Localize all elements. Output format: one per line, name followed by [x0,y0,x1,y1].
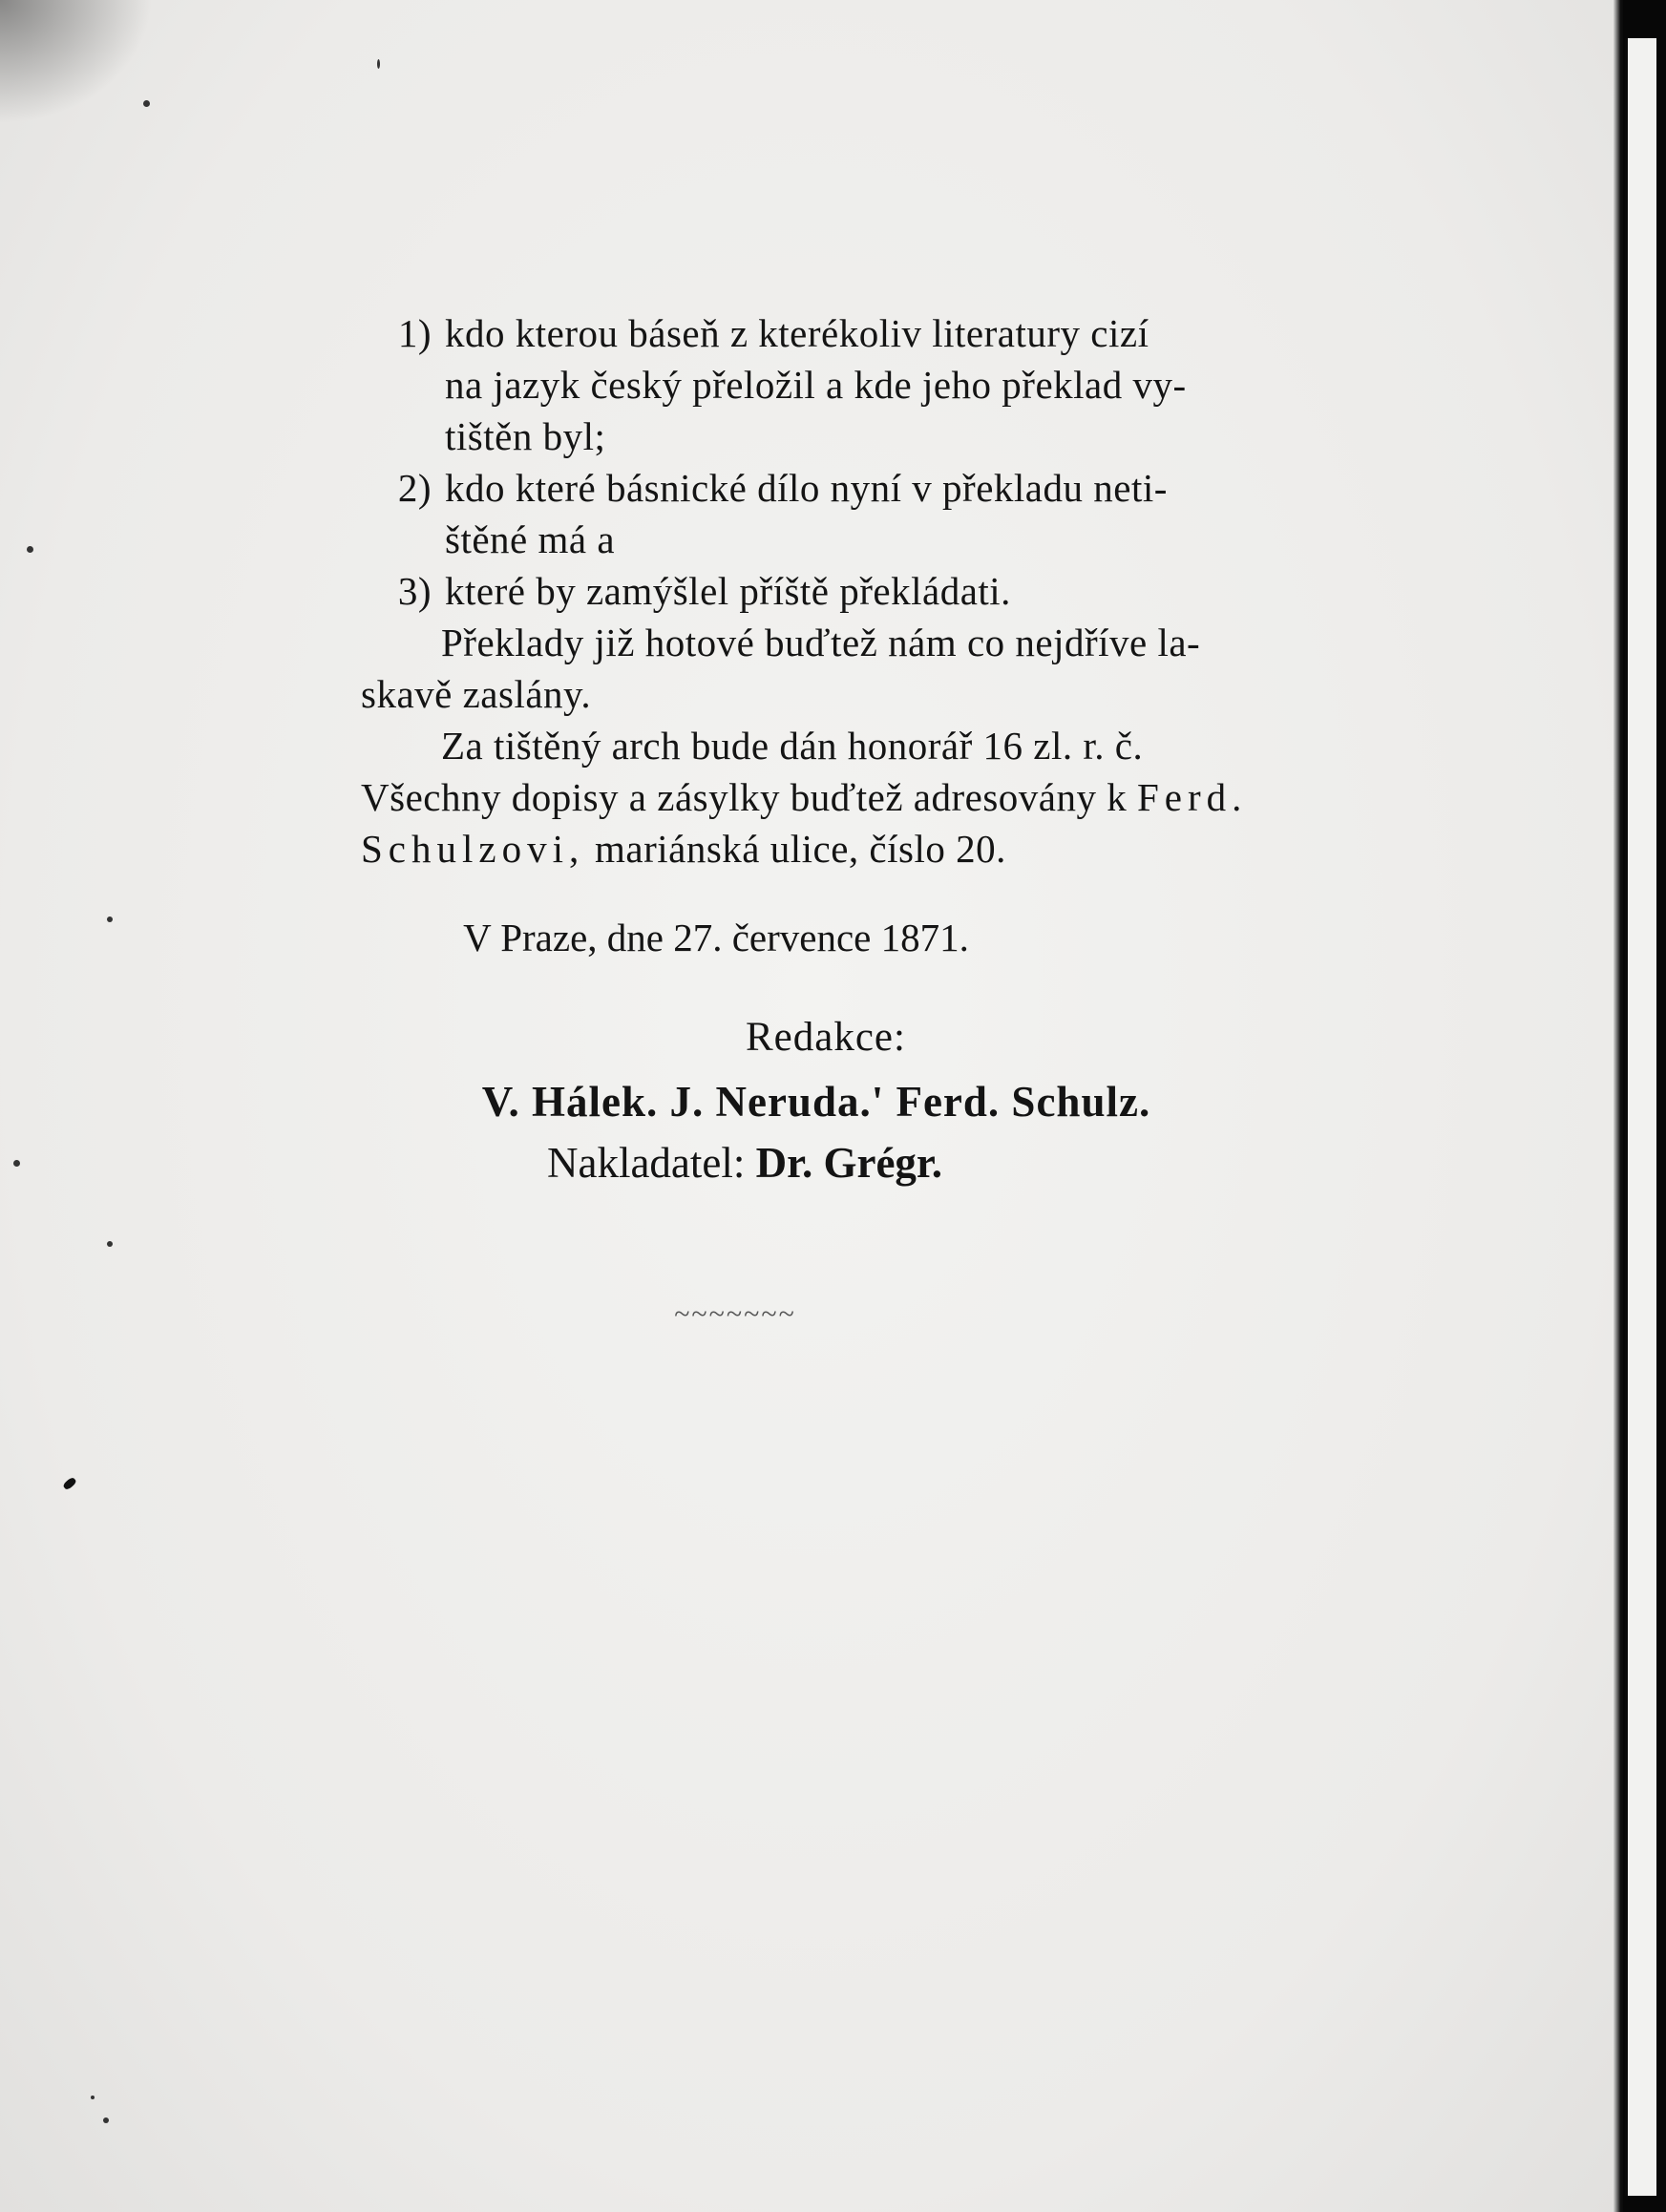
text-block [361,307,1359,874]
paragraph-line: Překlady již hotové buďtež nám co nejdříve la- [441,621,1201,664]
ink-speck [62,1476,77,1490]
editor-name-spaced: Schulzovi, [361,827,585,871]
list-text-line: kdo které básnické dílo nyní v překladu neti- [445,466,1168,510]
publisher-line [0,1138,1556,1188]
paragraph-line: skavě zaslány. [361,672,592,716]
ornament-divider: ~~~~~~~ [674,1298,796,1330]
redakce-heading: Redakce: [746,1015,906,1060]
ink-speck [107,1241,113,1247]
paragraph-line: mariánská ulice, číslo 20. [584,827,1006,871]
list-text-line: kdo kterou báseň z kterékoliv literatury cizí [445,311,1149,355]
list-text-line: které by zamýšlel příště překládati. [445,569,1011,613]
list-text-line: na jazyk český přeložil a kde jeho překlad vy- [445,363,1187,407]
paragraph-fee [361,720,1359,874]
list-item [361,307,1359,462]
publisher-label: Nakladatel: [546,1139,746,1187]
ink-speck [91,2096,95,2099]
ink-speck [27,546,33,553]
list-item [361,462,1359,565]
ink-speck [103,2117,109,2123]
list-item [361,565,1359,617]
paragraph-translations [361,617,1359,720]
list-number: 3) [397,569,432,613]
paragraph-line: Všechny dopisy a zásylky buďtež adresovány k [361,775,1137,819]
page-edge-shadow [1613,0,1623,2212]
list-number: 2) [397,466,432,510]
publisher-name: Dr. Grégr. [755,1139,943,1187]
adjacent-page-strip [1625,38,1656,2196]
list-number: 1) [397,311,432,355]
list-text-line: štěné má a [445,517,616,561]
corner-smudge [0,0,153,124]
paragraph-line: Za tištěný arch bude dán honorář 16 zl. r. č. [441,724,1144,768]
ink-speck [377,59,380,69]
list-text-line: tištěn byl; [445,414,606,458]
editor-name-spaced: Ferd. [1137,775,1248,819]
date-line: V Praze, dne 27. července 1871. [463,916,969,959]
editors-line: V. Hálek. J. Neruda.' Ferd. Schulz. [481,1078,1151,1126]
ink-speck [143,100,150,107]
